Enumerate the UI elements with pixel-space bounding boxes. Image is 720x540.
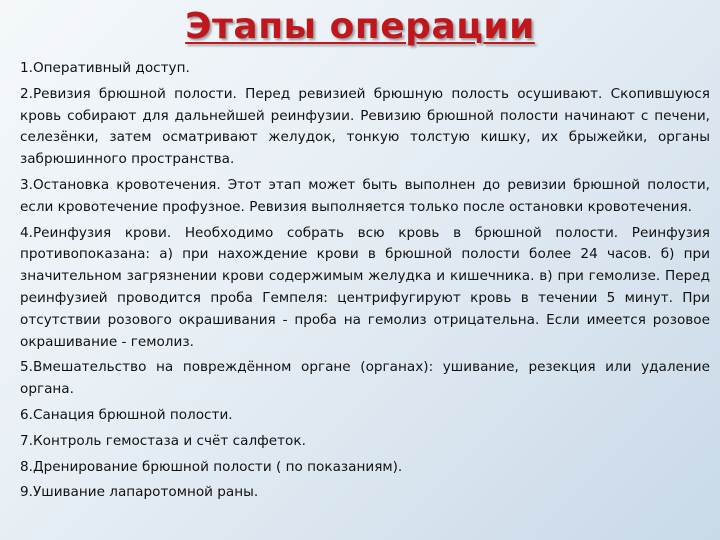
step-7: 7.Контроль гемостаза и счёт салфеток. [20,432,306,449]
step-4: 4.Реинфузия крови. Необходимо собрать всю кровь в брюшной полости. Реинфузия противопоказана: а) при нахождение крови в брюшной полости более 24 часов. б) при значительном загрязнении крови содержимым желудка и кишечника. в) при гемолизе. Перед реинфузией проводится проба Гемпеля: центрифугируют кровь в течении 5 минут. При отсутствии розового окрашивания - проба на гемолиз отрицательна. Если имеется розовое окрашивание - гемолиз. [20,224,710,350]
step-8: 8.Дренирование брюшной полости ( по показаниям). [20,458,403,475]
step-5: 5.Вмешательство на повреждённом органе (органах): ушивание, резекция или удаление органа. [20,359,710,398]
slide-title: Этапы операции [185,6,535,47]
step-9: 9.Ушивание лапаротомной раны. [20,484,259,501]
step-6: 6.Санация брюшной полости. [20,406,233,423]
step-1: 1.Оперативный доступ. [20,60,190,76]
step-2: 2.Ревизия брюшной полости. Перед ревизией брюшную полость осушивают. Скопившуюся кровь собирают для дальнейшей реинфузии. Ревизию брюшной полости начинают с печени, селезёнки, затем осматривают желудок, тонкую толстую кишку, их брыжейки, органы забрюшинного пространства. [20,85,710,168]
step-3: 3.Остановка кровотечения. Этот этап может быть выполнен до ревизии брюшной полости, если кровотечение профузное. Ревизия выполняется только после остановки кровотечения. [20,176,710,215]
steps-list [20,58,710,508]
